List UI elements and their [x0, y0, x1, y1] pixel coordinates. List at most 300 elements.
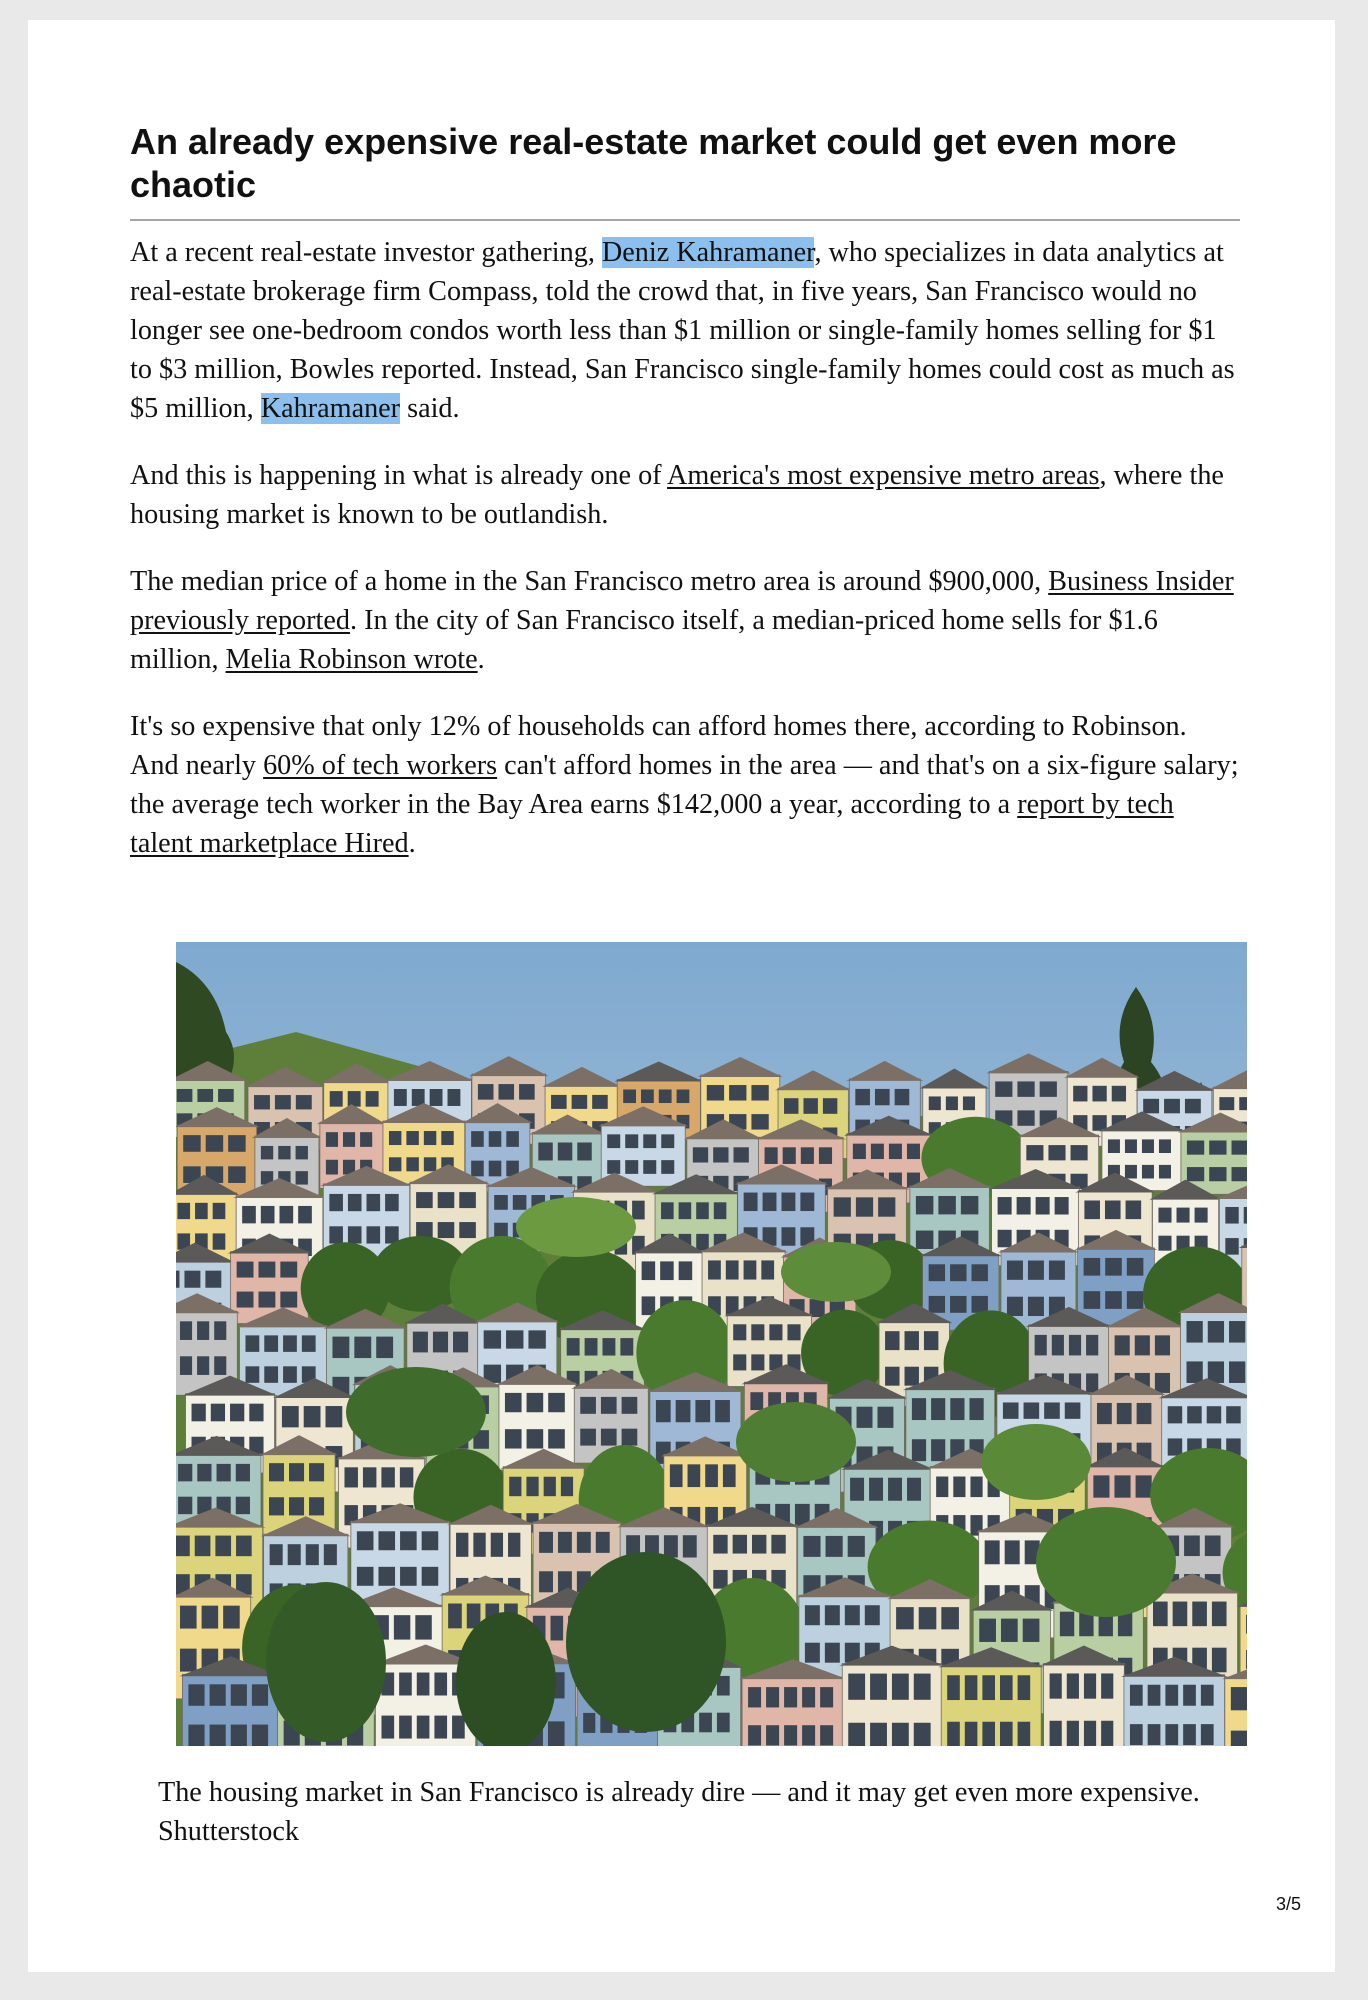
house-window [538, 1143, 552, 1161]
house-window [1001, 1619, 1018, 1642]
house-window [924, 1331, 938, 1350]
house-window [661, 1134, 674, 1148]
house-window [217, 1464, 231, 1481]
house-window [448, 1604, 462, 1629]
house-window [1232, 1140, 1247, 1154]
house-window [865, 1605, 880, 1625]
house-window [357, 1531, 374, 1550]
house-window [434, 1716, 447, 1739]
house-window [642, 1296, 656, 1315]
house-window [982, 1675, 995, 1700]
house-window [264, 1366, 278, 1383]
house-window [733, 1354, 746, 1370]
house-window [823, 1098, 837, 1114]
house-window [744, 1193, 758, 1212]
house-window [1205, 1535, 1221, 1556]
house-window [1052, 1335, 1064, 1356]
house-window [367, 1194, 381, 1211]
house-window [1028, 1261, 1044, 1280]
house-window [1137, 1403, 1152, 1424]
house-window [1125, 1139, 1137, 1153]
house-window [438, 1222, 455, 1238]
house-window [699, 1713, 712, 1733]
house-window [528, 1330, 545, 1348]
house-window [607, 1134, 620, 1148]
house-window [249, 1404, 263, 1422]
house-window [800, 1193, 814, 1212]
house-window [941, 1607, 959, 1629]
document-page [28, 20, 1335, 1972]
house-window [752, 1535, 766, 1554]
house-window [236, 1536, 252, 1557]
house-window [848, 1536, 865, 1557]
house-window [751, 1354, 764, 1370]
house-window [850, 1478, 864, 1501]
house-window [506, 1330, 523, 1348]
house-window [354, 1337, 371, 1358]
house-window [254, 1095, 270, 1109]
house-window [717, 1713, 730, 1733]
house-window [1105, 1200, 1121, 1219]
house-window [950, 1398, 964, 1420]
house-window [750, 1392, 763, 1410]
house-window [1084, 1258, 1101, 1276]
house-window [1092, 1115, 1106, 1131]
house-window [1017, 1081, 1034, 1096]
house-window [953, 1477, 965, 1498]
house-window [733, 1324, 746, 1340]
house-window [389, 1157, 401, 1171]
house-window [751, 1085, 768, 1100]
house-window [1005, 1540, 1020, 1564]
house-window [289, 1497, 304, 1515]
house-window [1231, 1731, 1247, 1746]
house-window [931, 1439, 945, 1461]
house-window [1148, 1724, 1161, 1745]
house-window [195, 1203, 208, 1219]
house-window [877, 1407, 893, 1428]
house-window [406, 1157, 418, 1171]
house-window [1035, 1335, 1047, 1356]
house-window [1173, 1602, 1188, 1627]
house-window [1187, 1361, 1203, 1383]
house-window [296, 1095, 312, 1109]
house-window [714, 1202, 727, 1219]
house-window [783, 1147, 796, 1164]
house-window [228, 1135, 245, 1152]
house-window [1000, 1675, 1013, 1700]
house-window [766, 1725, 779, 1745]
paragraph-text: At a recent real-estate investor gathering, [130, 237, 602, 268]
house-window [197, 1321, 209, 1340]
house-window [914, 1674, 931, 1700]
house-window [223, 1606, 240, 1629]
house-window [298, 1206, 312, 1223]
house-window [1195, 1208, 1208, 1223]
house-window [802, 1725, 815, 1745]
photo-credit: Shutterstock [158, 1816, 299, 1847]
house-window [972, 1296, 988, 1313]
house-window [459, 1192, 476, 1208]
house-window [601, 1397, 617, 1414]
house-window [558, 1532, 572, 1553]
house-window [661, 1202, 674, 1219]
house-window [1187, 1167, 1204, 1181]
house-window [995, 1081, 1012, 1096]
house-window [270, 1544, 283, 1565]
house-window [888, 1478, 902, 1501]
house-window [819, 1147, 832, 1164]
house-window [1084, 1721, 1096, 1746]
house-window [733, 1535, 747, 1554]
house-window [1208, 1321, 1224, 1343]
house-window [192, 1404, 206, 1422]
house-window [214, 1356, 226, 1375]
house-window [643, 1134, 656, 1148]
house-window [820, 1687, 833, 1707]
house-window [567, 1338, 580, 1355]
house-window [1155, 1335, 1170, 1355]
house-window [489, 1161, 502, 1177]
house-window [1183, 1685, 1196, 1706]
house-window [1187, 1321, 1203, 1343]
house-window [965, 1722, 978, 1746]
highlighted-name[interactable]: Deniz Kahramaner [601, 237, 815, 268]
paragraph-text: , who specializes in data analytics at real-estate brokerage firm Compass, told the crowd that, in five years, San Francisco would no longer see one-bedroom condos worth less than $1 million or single-family homes selling for $1 to $3 million, Bowles reported. Instead, San Francisco single-family homes could cost as much as $5 million, [130, 237, 1235, 424]
house-window [394, 1615, 410, 1639]
house-window [1229, 1321, 1245, 1343]
link-melia-robinson[interactable]: Melia Robinson wrote [225, 644, 478, 675]
house-window [412, 1089, 425, 1106]
house-window [1115, 1335, 1130, 1355]
house-window [696, 1202, 709, 1219]
house-window [885, 1367, 899, 1386]
house-window [252, 1725, 268, 1746]
house-window [282, 1406, 299, 1427]
house-window [1244, 1207, 1247, 1224]
house-window [870, 1674, 887, 1700]
house-window [601, 1429, 617, 1446]
house-window [1101, 1673, 1113, 1698]
link-tech-workers[interactable]: 60% of tech workers [263, 750, 498, 781]
house-window [280, 1262, 297, 1278]
house-window [289, 1463, 304, 1481]
house-window [195, 1536, 211, 1557]
house-window [912, 1439, 926, 1461]
house-window [1007, 1261, 1023, 1280]
house-window [871, 1144, 884, 1159]
house-window [433, 1332, 448, 1353]
house-window [1018, 1722, 1031, 1746]
house-window [916, 1196, 933, 1214]
house-window [378, 1531, 395, 1550]
house-window [577, 1532, 591, 1553]
house-window [279, 1206, 293, 1223]
house-window [1007, 1297, 1023, 1316]
paragraph-4 [130, 707, 1240, 863]
house-window [505, 1429, 522, 1448]
house-window [895, 1089, 910, 1105]
house-window [1108, 1139, 1120, 1153]
house-window [688, 1464, 701, 1487]
house-window [1049, 1261, 1065, 1280]
house-window [1044, 1402, 1060, 1418]
house-window [751, 1324, 764, 1340]
house-window [1207, 1406, 1221, 1423]
house-window [744, 1260, 757, 1279]
house-window [766, 1687, 779, 1707]
house-window [583, 1713, 595, 1733]
house-window [929, 1096, 941, 1110]
house-window [326, 1160, 338, 1175]
house-window [245, 1335, 259, 1352]
house-window [929, 1296, 945, 1313]
house-window [539, 1571, 553, 1592]
house-window [385, 1226, 399, 1243]
house-window [1246, 1650, 1247, 1669]
house-window [258, 1262, 275, 1278]
house-window [215, 1536, 231, 1557]
house-window [278, 1146, 290, 1159]
house-window [1185, 1099, 1201, 1114]
house-window [848, 1674, 865, 1700]
house-window [378, 1567, 395, 1586]
house-window [1159, 1165, 1171, 1179]
house-window [1101, 1721, 1113, 1746]
house-window [275, 1095, 291, 1109]
house-window [585, 1338, 598, 1355]
house-window [548, 1393, 565, 1412]
house-window [180, 1356, 192, 1375]
house-window [177, 1089, 193, 1102]
house-window [513, 1195, 527, 1210]
house-window [985, 1540, 1000, 1564]
house-window [1142, 1139, 1154, 1153]
house-window [1114, 1475, 1130, 1497]
house-window [230, 1404, 244, 1422]
house-window [963, 1096, 975, 1110]
house-window [1212, 1602, 1227, 1627]
house-window [296, 1171, 308, 1184]
house-window [802, 1687, 815, 1707]
house-window [551, 1095, 567, 1109]
house-window [998, 1197, 1012, 1214]
house-window [643, 1160, 656, 1174]
article-body [130, 120, 1240, 891]
house-window [805, 1605, 820, 1625]
house-window [302, 1335, 316, 1352]
house-window [1048, 1145, 1065, 1160]
house-window [892, 1674, 909, 1700]
house-window [309, 1463, 324, 1481]
house-window [677, 1089, 690, 1103]
houses-illustration [176, 942, 1247, 1746]
house-window [400, 1531, 417, 1550]
house-window [1225, 1207, 1238, 1224]
house-window [489, 1131, 502, 1147]
house-window [825, 1643, 840, 1663]
house-window [805, 1643, 820, 1663]
house-window [415, 1615, 431, 1639]
house-window [803, 1098, 817, 1114]
paragraph-text: And this is happening in what is already one of [130, 460, 668, 491]
house-window [494, 1223, 508, 1238]
house-window [729, 1085, 746, 1100]
house-window [803, 1536, 820, 1557]
photo-caption [158, 1773, 1268, 1851]
house-window [416, 1222, 433, 1238]
house-window [332, 1337, 349, 1358]
house-window [394, 1089, 407, 1106]
headline-divider [130, 219, 1240, 221]
house-window [245, 1366, 259, 1383]
house-window [381, 1467, 394, 1487]
house-window [707, 1085, 724, 1100]
house-window [430, 1089, 443, 1106]
house-window [434, 1673, 447, 1696]
house-window [326, 1406, 343, 1427]
house-window [1125, 1165, 1137, 1179]
house-window [1130, 1724, 1143, 1745]
house-window [625, 1134, 638, 1148]
house-window [366, 1091, 379, 1107]
house-window [1067, 1721, 1079, 1746]
house-window [1117, 1403, 1132, 1424]
house-window [183, 1135, 200, 1152]
house-window [213, 1233, 226, 1249]
house-window [484, 1330, 501, 1348]
house-window [878, 1197, 895, 1216]
paragraph-text: . [477, 644, 485, 675]
house-window [979, 1619, 996, 1642]
house-window [853, 1144, 866, 1159]
house-window [498, 1084, 514, 1100]
house-window [715, 1400, 730, 1422]
house-window [180, 1606, 197, 1629]
highlighted-name[interactable]: Kahramaner [260, 393, 401, 424]
house-window [1212, 1648, 1227, 1673]
house-window [1003, 1402, 1019, 1418]
house-window [826, 1536, 843, 1557]
house-window [389, 1131, 401, 1145]
house-window [329, 1194, 343, 1211]
house-window [656, 1400, 671, 1422]
house-window [1232, 1167, 1247, 1181]
house-window [561, 1477, 573, 1496]
house-window [478, 1084, 494, 1100]
house-window [210, 1684, 226, 1705]
house-window [679, 1202, 692, 1219]
paragraph-2 [130, 456, 1240, 534]
house-window [180, 1321, 192, 1340]
house-window [1209, 1140, 1226, 1154]
paragraph-text: . [408, 828, 416, 859]
house-window [905, 1367, 919, 1386]
house-window [348, 1091, 361, 1107]
house-window [947, 1675, 960, 1700]
house-window [679, 1261, 693, 1280]
house-window [825, 1605, 840, 1625]
house-window [360, 1132, 372, 1147]
house-window [1018, 1675, 1031, 1700]
house-window [695, 1400, 710, 1422]
house-window [539, 1532, 553, 1553]
link-business-insider-report[interactable]: Business Insider previously reported [130, 566, 1234, 636]
house-window [326, 1132, 338, 1147]
house-window [1239, 1097, 1247, 1110]
house-window [269, 1463, 284, 1481]
house-window [184, 1271, 200, 1288]
house-window [417, 1673, 430, 1696]
house-window [660, 1261, 674, 1280]
house-window [848, 1723, 865, 1746]
house-window [237, 1262, 254, 1278]
link-expensive-metro-areas[interactable]: America's most expensive metro areas [667, 460, 1100, 491]
house-window [670, 1464, 683, 1487]
house-window [1201, 1724, 1214, 1745]
house-window [869, 1478, 883, 1501]
house-window [641, 1089, 654, 1103]
house-window [834, 1197, 851, 1216]
house-window [708, 1260, 721, 1279]
house-window [236, 1464, 250, 1481]
house-window [769, 1324, 782, 1340]
house-window [357, 1567, 374, 1586]
house-window [857, 1407, 873, 1428]
link-hired-report[interactable]: report by tech talent marketplace Hired [130, 789, 1174, 859]
house-window [596, 1532, 610, 1553]
house-window [1168, 1438, 1182, 1455]
house-window [693, 1147, 708, 1162]
house-window [558, 1143, 572, 1161]
house-window [176, 1271, 179, 1288]
house-window [781, 1193, 795, 1212]
house-window [519, 1084, 535, 1100]
house-window [1231, 1687, 1247, 1710]
house-window [1165, 1685, 1178, 1706]
house-window [892, 1723, 909, 1746]
house-window [197, 1464, 211, 1481]
house-window [751, 1114, 768, 1129]
house-window [424, 1131, 436, 1145]
house-window [206, 1135, 223, 1152]
house-window [231, 1684, 247, 1705]
house-window [197, 1356, 209, 1375]
house-window [947, 1722, 960, 1746]
house-window [441, 1131, 453, 1145]
house-window [399, 1716, 412, 1739]
house-window [602, 1338, 615, 1355]
house-window [237, 1292, 254, 1308]
house-window [505, 1393, 522, 1412]
house-window [1024, 1402, 1040, 1418]
house-window [424, 1157, 436, 1171]
house-window [348, 1194, 362, 1211]
house-window [381, 1716, 394, 1739]
house-window [177, 1203, 190, 1219]
house-window [452, 1716, 465, 1739]
house-window [642, 1261, 656, 1280]
house-window [625, 1160, 638, 1174]
house-window [367, 1226, 381, 1243]
house-window [905, 1331, 919, 1350]
house-window [912, 1398, 926, 1420]
house-window [659, 1089, 672, 1103]
house-window [1060, 1612, 1074, 1637]
house-window [1226, 1406, 1240, 1423]
house-window [1135, 1335, 1150, 1355]
house-window [580, 1429, 596, 1446]
